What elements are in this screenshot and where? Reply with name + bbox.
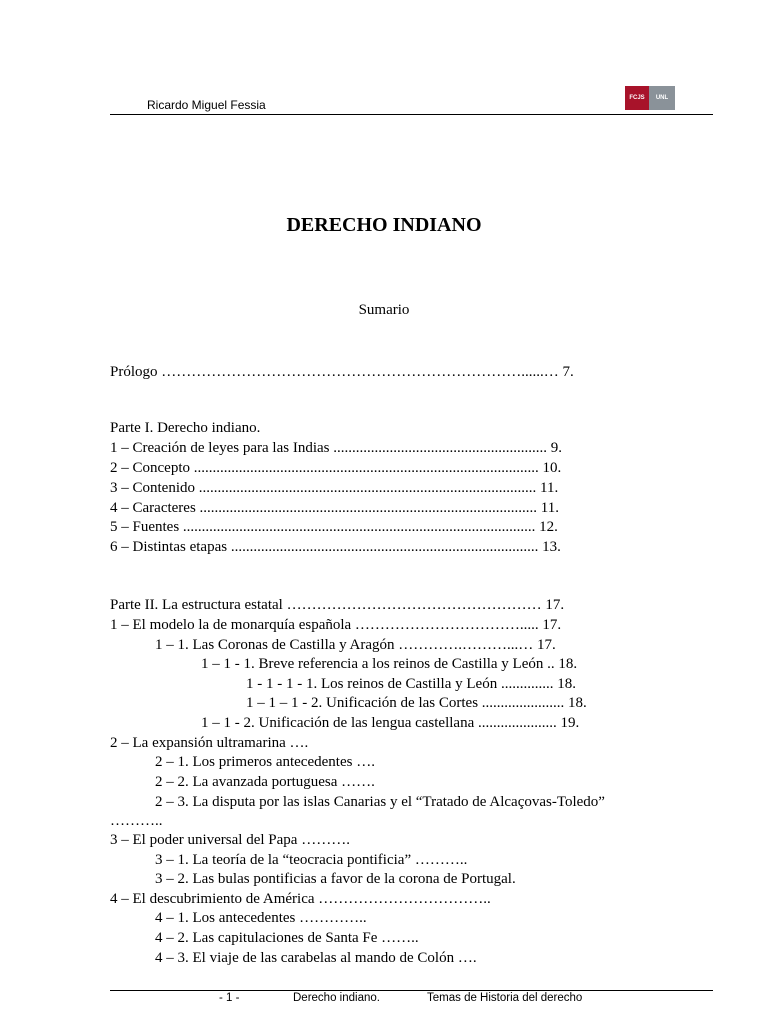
toc-entry: 3 – Contenido .......................................................................................... 11. [110, 480, 559, 496]
header-author: Ricardo Miguel Fessia [147, 98, 266, 112]
footer-section: Derecho indiano. [293, 992, 380, 1004]
toc-entry: 2 – La expansión ultramarina …. [110, 735, 309, 751]
toc-entry: 2 – 3. La disputa por las islas Canarias y el “Tratado de Alcaçovas-Toledo” [155, 794, 605, 810]
university-logo [625, 86, 675, 110]
footer-page-number: - 1 - [219, 992, 240, 1004]
toc-entry: 1 – 1 - 1. Breve referencia a los reinos de Castilla y León .. 18. [201, 656, 578, 672]
toc-entry: 3 – 1. La teoría de la “teocracia pontificia” ……….. [155, 852, 468, 868]
footer-rule [110, 990, 713, 991]
toc-entry: 1 – 1 - 2. Unificación de las lengua castellana ..................... 19. [201, 715, 580, 731]
toc-entry: 3 – 2. Las bulas pontificias a favor de la corona de Portugal. [155, 871, 516, 887]
logo-left-block: FCJS [625, 86, 649, 110]
logo-right-block: UNL [649, 86, 675, 110]
toc-entry: 1 - 1 - 1 - 1. Los reinos de Castilla y León .............. 18. [246, 676, 576, 692]
toc-entry: 1 – 1 – 1 - 2. Unificación de las Cortes ...................... 18. [246, 695, 587, 711]
footer-course: Temas de Historia del derecho [427, 992, 583, 1004]
toc-entry: 2 – 2. La avanzada portuguesa ……. [155, 774, 375, 790]
toc-entry-prologo: Prólogo ………………………………………………………………......… 7. [110, 364, 574, 380]
toc-entry: 5 – Fuentes .............................................................................................. 12. [110, 519, 558, 535]
toc-entry: 1 – El modelo la de monarquía española ……………………………..... 17. [110, 617, 562, 633]
toc-entry: 4 – 3. El viaje de las carabelas al mando de Colón …. [155, 950, 477, 966]
toc-entry: 4 – 2. Las capitulaciones de Santa Fe …….. [155, 930, 419, 946]
toc-entry: 3 – El poder universal del Papa ………. [110, 832, 350, 848]
toc-entry: 2 – Concepto ............................................................................................ 10. [110, 460, 562, 476]
document-title: DERECHO INDIANO [286, 214, 482, 236]
toc-entry: 4 – Caracteres .......................................................................................... 11. [110, 500, 559, 516]
header-rule [110, 114, 713, 115]
toc-entry: 2 – 1. Los primeros antecedentes …. [155, 754, 375, 770]
toc-entry: 1 – 1. Las Coronas de Castilla y Aragón ………….………...… 17. [155, 637, 556, 653]
document-subtitle: Sumario [358, 302, 410, 318]
toc-part-2-heading: Parte II. La estructura estatal …………………………………………… 17. [110, 597, 565, 613]
toc-entry: 6 – Distintas etapas .................................................................................. 13. [110, 539, 561, 555]
toc-entry: 1 – Creación de leyes para las Indias ......................................................... 9. [110, 440, 562, 456]
toc-part-1-heading: Parte I. Derecho indiano. [110, 420, 261, 436]
toc-entry: 4 – El descubrimiento de América …………………………….. [110, 891, 491, 907]
toc-entry: 4 – 1. Los antecedentes ………….. [155, 910, 367, 926]
toc-entry-continuation: ……….. [110, 813, 163, 829]
